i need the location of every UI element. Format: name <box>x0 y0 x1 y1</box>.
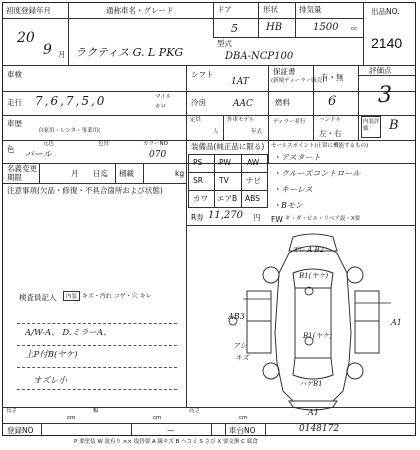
color-label: 色 <box>7 145 15 154</box>
ext-model-sub: 年式 <box>251 129 263 135</box>
type-code-value: DBA-NCP100 <box>225 51 294 62</box>
equip-leather: カワ <box>193 194 208 203</box>
load-unit: kg <box>175 169 185 178</box>
equip-sr: SR <box>193 176 203 185</box>
model-name-label: 通称車名・グレード <box>106 6 174 15</box>
diagram-mark-scratch: キズ <box>235 354 249 362</box>
equip-ps: PS <box>193 158 203 167</box>
color-no-value: 070 <box>149 150 167 160</box>
chassis-label: 車台NO <box>229 426 256 435</box>
inspector-option-burn: コゲ・穴 <box>113 293 138 300</box>
shaken-label: 車検 <box>7 70 22 79</box>
reg-no-label: 登録NO <box>7 426 34 435</box>
change-month: 月 <box>71 169 79 178</box>
color-value: パール <box>25 150 52 160</box>
inspector-note-2: 上P付B(ヤケ) <box>25 350 78 360</box>
diagram-mark-front: ズレ A B2 <box>291 246 325 254</box>
displacement-value: 1500 <box>313 22 339 33</box>
diagram-mark-step: アシ <box>233 342 247 350</box>
handle-label: ハンドル <box>319 117 342 123</box>
load-label: 積載 <box>119 169 134 178</box>
door-label: ドア <box>217 5 232 14</box>
color-no-label: カラーNO <box>143 141 168 147</box>
inspector-option-interior: 内装 <box>63 291 80 301</box>
warranty-label: 保証書 <box>273 67 296 76</box>
body-label: 形状 <box>263 5 278 14</box>
equip-navi: ナビ <box>246 176 261 185</box>
history-sub: 自家用・レンタ・事業用( <box>38 128 101 134</box>
recycle-unit: 円 <box>253 213 261 222</box>
grade-value: 3 <box>378 83 392 108</box>
length-unit: cm <box>67 415 76 421</box>
displacement-unit: cc <box>351 26 358 32</box>
mileage-unit-bottom: キロ <box>155 104 167 110</box>
inspector-option-cut: キレ <box>139 293 152 300</box>
inspector-note-1: A/W-A、 D.ミラーA、 <box>25 328 112 338</box>
car-diagram <box>3 3 417 437</box>
reg-year-value: 20 <box>17 30 35 46</box>
first-reg-label: 初度登録年月 <box>6 6 51 15</box>
height-unit: cm <box>239 415 248 421</box>
equip-airbag: エアB <box>217 194 238 203</box>
sales-point-3: ・キーレス <box>273 185 313 194</box>
reg-month-value: 9 <box>43 42 52 58</box>
width-unit: cm <box>153 415 162 421</box>
dealer-label: ディラー並行 <box>273 119 306 125</box>
color-change-label: 色替 <box>98 141 110 147</box>
diagram-mark-left: AB3 <box>228 312 245 321</box>
notes-label: 注意事項(欠品・修復・不具合箇所および状態) <box>7 186 163 195</box>
recycle-value: 11,270 <box>208 210 243 221</box>
fw-label: FW <box>271 215 283 224</box>
legend: P 要塗装 W 波有り ×× 取替要 A 線キズ B ヘコミ S さび X 要交換 C 腐食 <box>74 439 258 445</box>
sales-points-label: セールスポイント(正常に機能するもの) <box>271 143 369 149</box>
inspection-sheet <box>2 2 416 436</box>
mileage-value: 7,6,7,5,0 <box>35 94 107 108</box>
equip-pw: PW <box>219 158 231 167</box>
shift-value: 1AT <box>231 77 249 87</box>
shift-label: シフト <box>191 70 214 79</box>
mileage-unit-top: マイル <box>155 94 172 100</box>
diagram-mark-bumper: A1 <box>308 408 319 417</box>
height-label: 高さ <box>189 408 201 414</box>
auction-no-label: 出品NO. <box>371 7 400 16</box>
width-label: 幅 <box>93 408 99 414</box>
auction-no-value: 2140 <box>371 35 403 51</box>
reg-no-dash: — <box>167 426 175 435</box>
fuel-label: 燃料 <box>275 98 290 107</box>
fuel-value: 6 <box>328 94 337 109</box>
interior-value: B <box>389 118 399 133</box>
warranty-options: 有・無 <box>321 73 344 82</box>
displacement-label: 排気量 <box>299 5 322 14</box>
sales-point-1: ・アスタート <box>273 153 321 162</box>
equipment-label: 装備品(純正品に限る) <box>191 142 265 151</box>
diagram-mark-hood: B1(ヤケ) <box>299 272 329 280</box>
reg-month-unit: 月 <box>58 50 66 59</box>
equip-abs: ABS <box>245 194 260 203</box>
equip-tv: TV <box>219 176 229 185</box>
sales-point-4: ・Bモン <box>273 201 303 210</box>
chassis-value: 0148172 <box>299 424 340 434</box>
equip-aw: AW <box>247 158 260 167</box>
change-date: 日迄 <box>93 169 108 178</box>
mileage-label: 走行 <box>7 98 22 107</box>
diagram-mark-roof: B1(ヤケ) <box>303 332 333 340</box>
color-orig-label: 元色 <box>43 141 55 147</box>
aircon-label: 冷房 <box>191 98 206 107</box>
fw-options: ギ・ダ・ビル・リベア説・X要 <box>285 216 361 222</box>
door-value: 5 <box>231 22 238 35</box>
grade-label: 評価点 <box>369 66 392 75</box>
inspector-option-scratch: キズ・汚れ <box>81 293 112 300</box>
capacity-sub: 人 <box>213 129 219 135</box>
inspector-note-3: オズレ小 <box>33 376 67 386</box>
warranty-sub: (新規ディーラー販売) <box>271 78 325 84</box>
handle-options: 左・右 <box>319 129 342 138</box>
ext-model-label: 外車モデル <box>227 117 255 123</box>
recycle-label: R券 <box>191 213 204 222</box>
interior-label: 内装評価 <box>363 119 380 133</box>
type-label: 型式 <box>217 39 232 48</box>
diagram-mark-rear: ハゲB1 <box>299 380 323 388</box>
model-name-value: ラクティス G. L PKG <box>75 46 184 59</box>
sales-point-2: ・クルーズコントロール <box>273 169 361 178</box>
inspector-label: 検査員記入 <box>19 293 57 302</box>
aircon-value: AAC <box>233 99 253 109</box>
length-label: 長さ <box>6 408 18 414</box>
history-label: 車歴 <box>7 119 22 128</box>
capacity-label: 定員 <box>190 117 202 123</box>
body-value: HB <box>266 22 283 33</box>
diagram-mark-right: A1 <box>391 318 402 327</box>
change-reg-label: 名義変更期限 <box>7 164 37 182</box>
